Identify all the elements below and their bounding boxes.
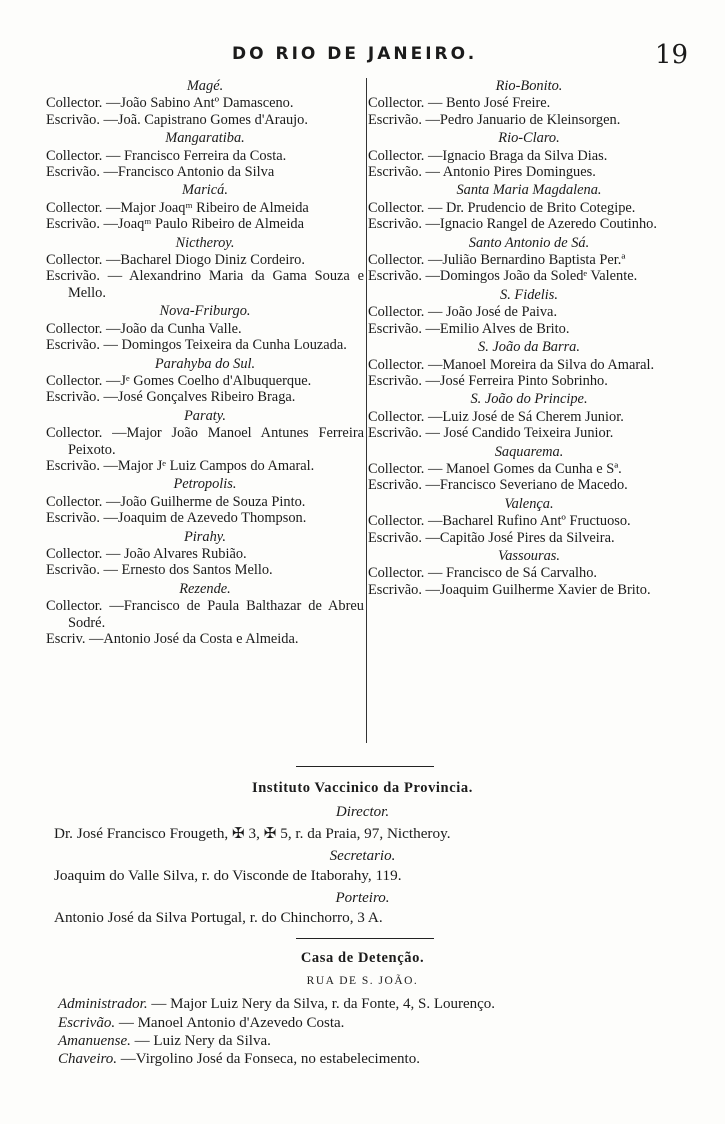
escrivao-entry: Escrivão. —Joaquim Guilherme Xavier de Brito. xyxy=(368,581,651,598)
instituto-title: Instituto Vaccinico da Provincia. xyxy=(252,780,473,796)
office-block xyxy=(368,444,690,494)
place-name: Rio-Bonito. xyxy=(495,78,563,94)
escrivao-entry: Escrivão. —Joaqᵐ Paulo Ribeiro de Almeida xyxy=(46,216,305,233)
porteiro-entry: Antonio José da Silva Portugal, r. do Chinchorro, 3 A. xyxy=(54,909,383,926)
office-block xyxy=(46,408,364,475)
collector-entry: Collector. — Francisco Ferreira da Costa. xyxy=(46,147,287,164)
casa-line xyxy=(58,1015,344,1032)
collector-entry: Collector. — Francisco de Sá Carvalho. xyxy=(368,565,597,582)
escrivao-entry: Escriv. —Antonio José da Costa e Almeida. xyxy=(46,631,299,647)
casa-text: — Major Luiz Nery da Silva, r. da Fonte, 4, S. Lourenço. xyxy=(147,996,496,1012)
collector-entry: Collector. —João da Cunha Valle. xyxy=(46,320,242,337)
place-name: Paraty. xyxy=(184,407,226,424)
escrivao-entry: Escrivão. — Domingos Teixeira da Cunha Louzada. xyxy=(46,337,347,354)
escrivao-entry: Escrivão. —Joã. Capistrano Gomes d'Araujo. xyxy=(46,111,308,128)
place-name: Mangaratiba. xyxy=(165,130,245,147)
escrivao-entry: Escrivão. —Pedro Januario de Kleinsorgen. xyxy=(368,111,621,128)
collector-entry: Collector. — Bento José Freire. xyxy=(368,95,551,112)
running-title: DO RIO DE JANEIRO. xyxy=(232,44,478,64)
collector-entry: Collector. —Jᵉ Gomes Coelho d'Albuquerque. xyxy=(46,372,312,389)
section-divider xyxy=(296,938,434,939)
place-name: Rio-Claro. xyxy=(498,130,560,147)
escrivao-entry: Escrivão. —Capitão José Pires da Silveira. xyxy=(368,529,615,546)
section-divider xyxy=(296,766,434,767)
escrivao-entry: Escrivão. —José Ferreira Pinto Sobrinho. xyxy=(368,372,608,389)
escrivao-entry: Escrivão. —Domingos João da Soledᵉ Valente. xyxy=(368,268,638,285)
escrivao-entry: Escrivão. — José Candido Teixeira Junior. xyxy=(368,425,614,442)
collector-entry: Collector. —Julião Bernardino Baptista Per.ª xyxy=(368,252,626,269)
director-role: Director. xyxy=(335,804,390,820)
office-block xyxy=(46,182,364,232)
place-name: Rezende. xyxy=(179,580,231,597)
director-entry: Dr. José Francisco Frougeth, ✠ 3, ✠ 5, r. da Praia, 97, Nictheroy. xyxy=(54,825,451,842)
casa-role: Chaveiro. xyxy=(58,1051,118,1067)
casa-text: — Manoel Antonio d'Azevedo Costa. xyxy=(115,1015,345,1031)
officials-columns xyxy=(46,76,692,748)
casa-line xyxy=(58,1051,420,1068)
casa-line xyxy=(58,1033,271,1050)
office-block xyxy=(368,496,690,546)
place-name: S. João do Principe. xyxy=(470,391,588,408)
collector-entry: Collector. —João Sabino Antº Damasceno. xyxy=(46,95,294,112)
collector-entry: Collector. —Bacharel Diogo Diniz Cordeiro. xyxy=(46,252,305,269)
office-block xyxy=(368,130,690,180)
casa-role: Amanuense. xyxy=(58,1033,131,1049)
office-block xyxy=(368,391,690,441)
escrivao-entry: Escrivão. — Ernesto dos Santos Mello. xyxy=(46,562,273,579)
place-name: Santo Antonio de Sá. xyxy=(468,234,590,251)
collector-entry: Collector. —Major Joaqᵐ Ribeiro de Almeida xyxy=(46,199,309,216)
secretario-role: Secretario. xyxy=(329,848,396,864)
escrivao-entry: Escrivão. —José Gonçalves Ribeiro Braga. xyxy=(46,389,296,406)
place-name: Vassouras. xyxy=(498,547,560,564)
escrivao-entry: Escrivão. —Major Jᵉ Luiz Campos do Amaral. xyxy=(46,457,315,474)
office-block xyxy=(368,182,690,232)
column-divider xyxy=(366,78,367,743)
office-block xyxy=(46,78,364,128)
collector-entry: Collector. —Manoel Moreira da Silva do Amaral. xyxy=(368,356,655,373)
place-name: Petropolis. xyxy=(173,476,237,493)
porteiro-role: Porteiro. xyxy=(335,890,390,906)
office-block xyxy=(46,476,364,526)
office-block xyxy=(46,235,364,302)
collector-entry: Collector. —Major João Manoel Antunes Ferreira Peixoto. xyxy=(46,425,364,458)
place-name: S. João da Barra. xyxy=(478,339,580,356)
collector-entry: Collector. —Luiz José de Sá Cherem Junior. xyxy=(368,408,624,425)
casa-text: — Luiz Nery da Silva. xyxy=(130,1033,271,1049)
collector-entry: Collector. —Ignacio Braga da Silva Dias. xyxy=(368,147,608,164)
casa-text: —Virgolino José da Fonseca, no estabelecimento. xyxy=(117,1051,420,1067)
collector-entry: Collector. —João Guilherme de Souza Pinto. xyxy=(46,493,306,510)
office-block xyxy=(368,78,690,128)
office-block xyxy=(368,339,690,389)
collector-entry: Collector. — Manoel Gomes da Cunha e Sª. xyxy=(368,460,622,477)
collector-entry: Collector. —Francisco de Paula Balthazar de Abreu Sodré. xyxy=(46,598,364,631)
office-block xyxy=(46,130,364,180)
place-name: Valença. xyxy=(504,495,554,512)
left-column xyxy=(46,76,364,649)
place-name: S. Fidelis. xyxy=(500,286,558,303)
escrivao-entry: Escrivão. —Francisco Severiano de Macedo. xyxy=(368,477,628,494)
place-name: Maricá. xyxy=(182,182,228,199)
office-block xyxy=(368,235,690,285)
right-column xyxy=(368,76,690,600)
office-block xyxy=(368,287,690,337)
office-block xyxy=(46,356,364,406)
page-number: 19 xyxy=(655,40,689,70)
collector-entry: Collector. —Bacharel Rufino Antº Fructuoso. xyxy=(368,513,631,530)
place-name: Santa Maria Magdalena. xyxy=(456,182,602,199)
office-block xyxy=(46,581,364,648)
secretario-entry: Joaquim do Valle Silva, r. do Visconde de Itaborahy, 119. xyxy=(54,867,402,884)
place-name: Nova-Friburgo. xyxy=(159,303,251,320)
casa-role: Administrador. xyxy=(58,996,148,1012)
collector-entry: Collector. — João José de Paiva. xyxy=(368,304,558,321)
casa-street: RUA DE S. JOÃO. xyxy=(306,975,419,987)
office-block xyxy=(46,303,364,353)
place-name: Saquarema. xyxy=(494,443,564,460)
place-name: Pirahy. xyxy=(184,528,226,545)
page-header xyxy=(0,40,725,74)
place-name: Magé. xyxy=(186,78,224,94)
casa-role: Escrivão. xyxy=(58,1015,116,1031)
collector-entry: Collector. — Dr. Prudencio de Brito Cotegipe. xyxy=(368,199,636,216)
casa-line xyxy=(58,996,495,1013)
casa-title: Casa de Detenção. xyxy=(300,950,425,966)
escrivao-entry: Escrivão. — Antonio Pires Domingues. xyxy=(368,164,596,181)
escrivao-entry: Escrivão. —Joaquim de Azevedo Thompson. xyxy=(46,510,307,527)
place-name: Parahyba do Sul. xyxy=(154,355,256,372)
place-name: Nictheroy. xyxy=(175,234,235,251)
escrivao-entry: Escrivão. —Ignacio Rangel de Azeredo Coutinho. xyxy=(368,216,657,233)
escrivao-entry: Escrivão. —Emilio Alves de Brito. xyxy=(368,320,570,337)
collector-entry: Collector. — João Alvares Rubião. xyxy=(46,545,247,562)
escrivao-entry: Escrivão. —Francisco Antonio da Silva xyxy=(46,164,275,181)
escrivao-entry: Escrivão. — Alexandrino Maria da Gama Souza e Mello. xyxy=(46,268,364,301)
office-block xyxy=(46,529,364,579)
office-block xyxy=(368,548,690,598)
